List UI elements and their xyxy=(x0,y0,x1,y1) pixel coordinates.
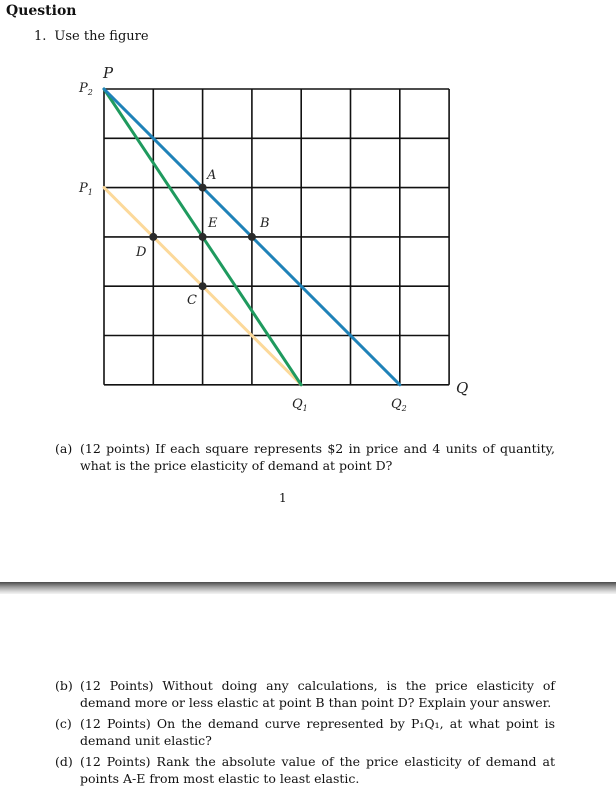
point-c xyxy=(199,282,207,290)
part-tag: (a) xyxy=(55,441,73,456)
part-tag: (b) xyxy=(55,678,73,693)
point-d xyxy=(149,233,157,241)
demand-figure xyxy=(70,58,490,420)
part-tag: (c) xyxy=(55,716,72,731)
question-number: 1. xyxy=(34,29,47,44)
point-label-d: D xyxy=(136,245,147,260)
part-c xyxy=(55,715,555,749)
page-number: 1 xyxy=(279,491,287,505)
point-label-a: A xyxy=(207,168,217,183)
section-heading: Question xyxy=(6,3,77,19)
page-2 xyxy=(0,594,616,794)
point-a xyxy=(199,184,207,192)
question-text: Use the figure xyxy=(54,29,149,44)
part-text: (12 points) If each square represents $2 in price and 4 units of quantity, what is the price elasticity of demand at point D? xyxy=(80,441,555,473)
part-b xyxy=(55,677,555,711)
part-d xyxy=(55,753,555,787)
axis-label-quantity: Q xyxy=(456,379,469,397)
quantity-tick-q1: $Q_1$ xyxy=(292,397,308,413)
point-label-e: E xyxy=(208,216,218,231)
quantity-tick-q2: $Q_2$ xyxy=(391,397,407,413)
point-b xyxy=(248,233,256,241)
part-tag: (d) xyxy=(55,754,73,769)
part-text: (12 Points) Without doing any calculations, is the price elasticity of demand more or less elastic at point B than point D? Explain your answer. xyxy=(80,678,555,710)
question-1 xyxy=(34,29,149,44)
price-tick-p2: $P_2$ xyxy=(79,81,93,97)
part-text: (12 Points) On the demand curve represented by P₁Q₁, at what point is demand unit elastic? xyxy=(80,716,555,748)
part-a xyxy=(55,440,555,474)
part-text: (12 Points) Rank the absolute value of the price elasticity of demand at points A-E from most elastic to least elastic. xyxy=(80,754,555,786)
point-label-c: C xyxy=(187,293,197,308)
point-label-b: B xyxy=(260,216,270,231)
point-e xyxy=(199,233,207,241)
page-separator xyxy=(0,582,616,594)
price-tick-p1: $P_1$ xyxy=(79,181,93,197)
axis-label-price: P xyxy=(103,64,114,82)
